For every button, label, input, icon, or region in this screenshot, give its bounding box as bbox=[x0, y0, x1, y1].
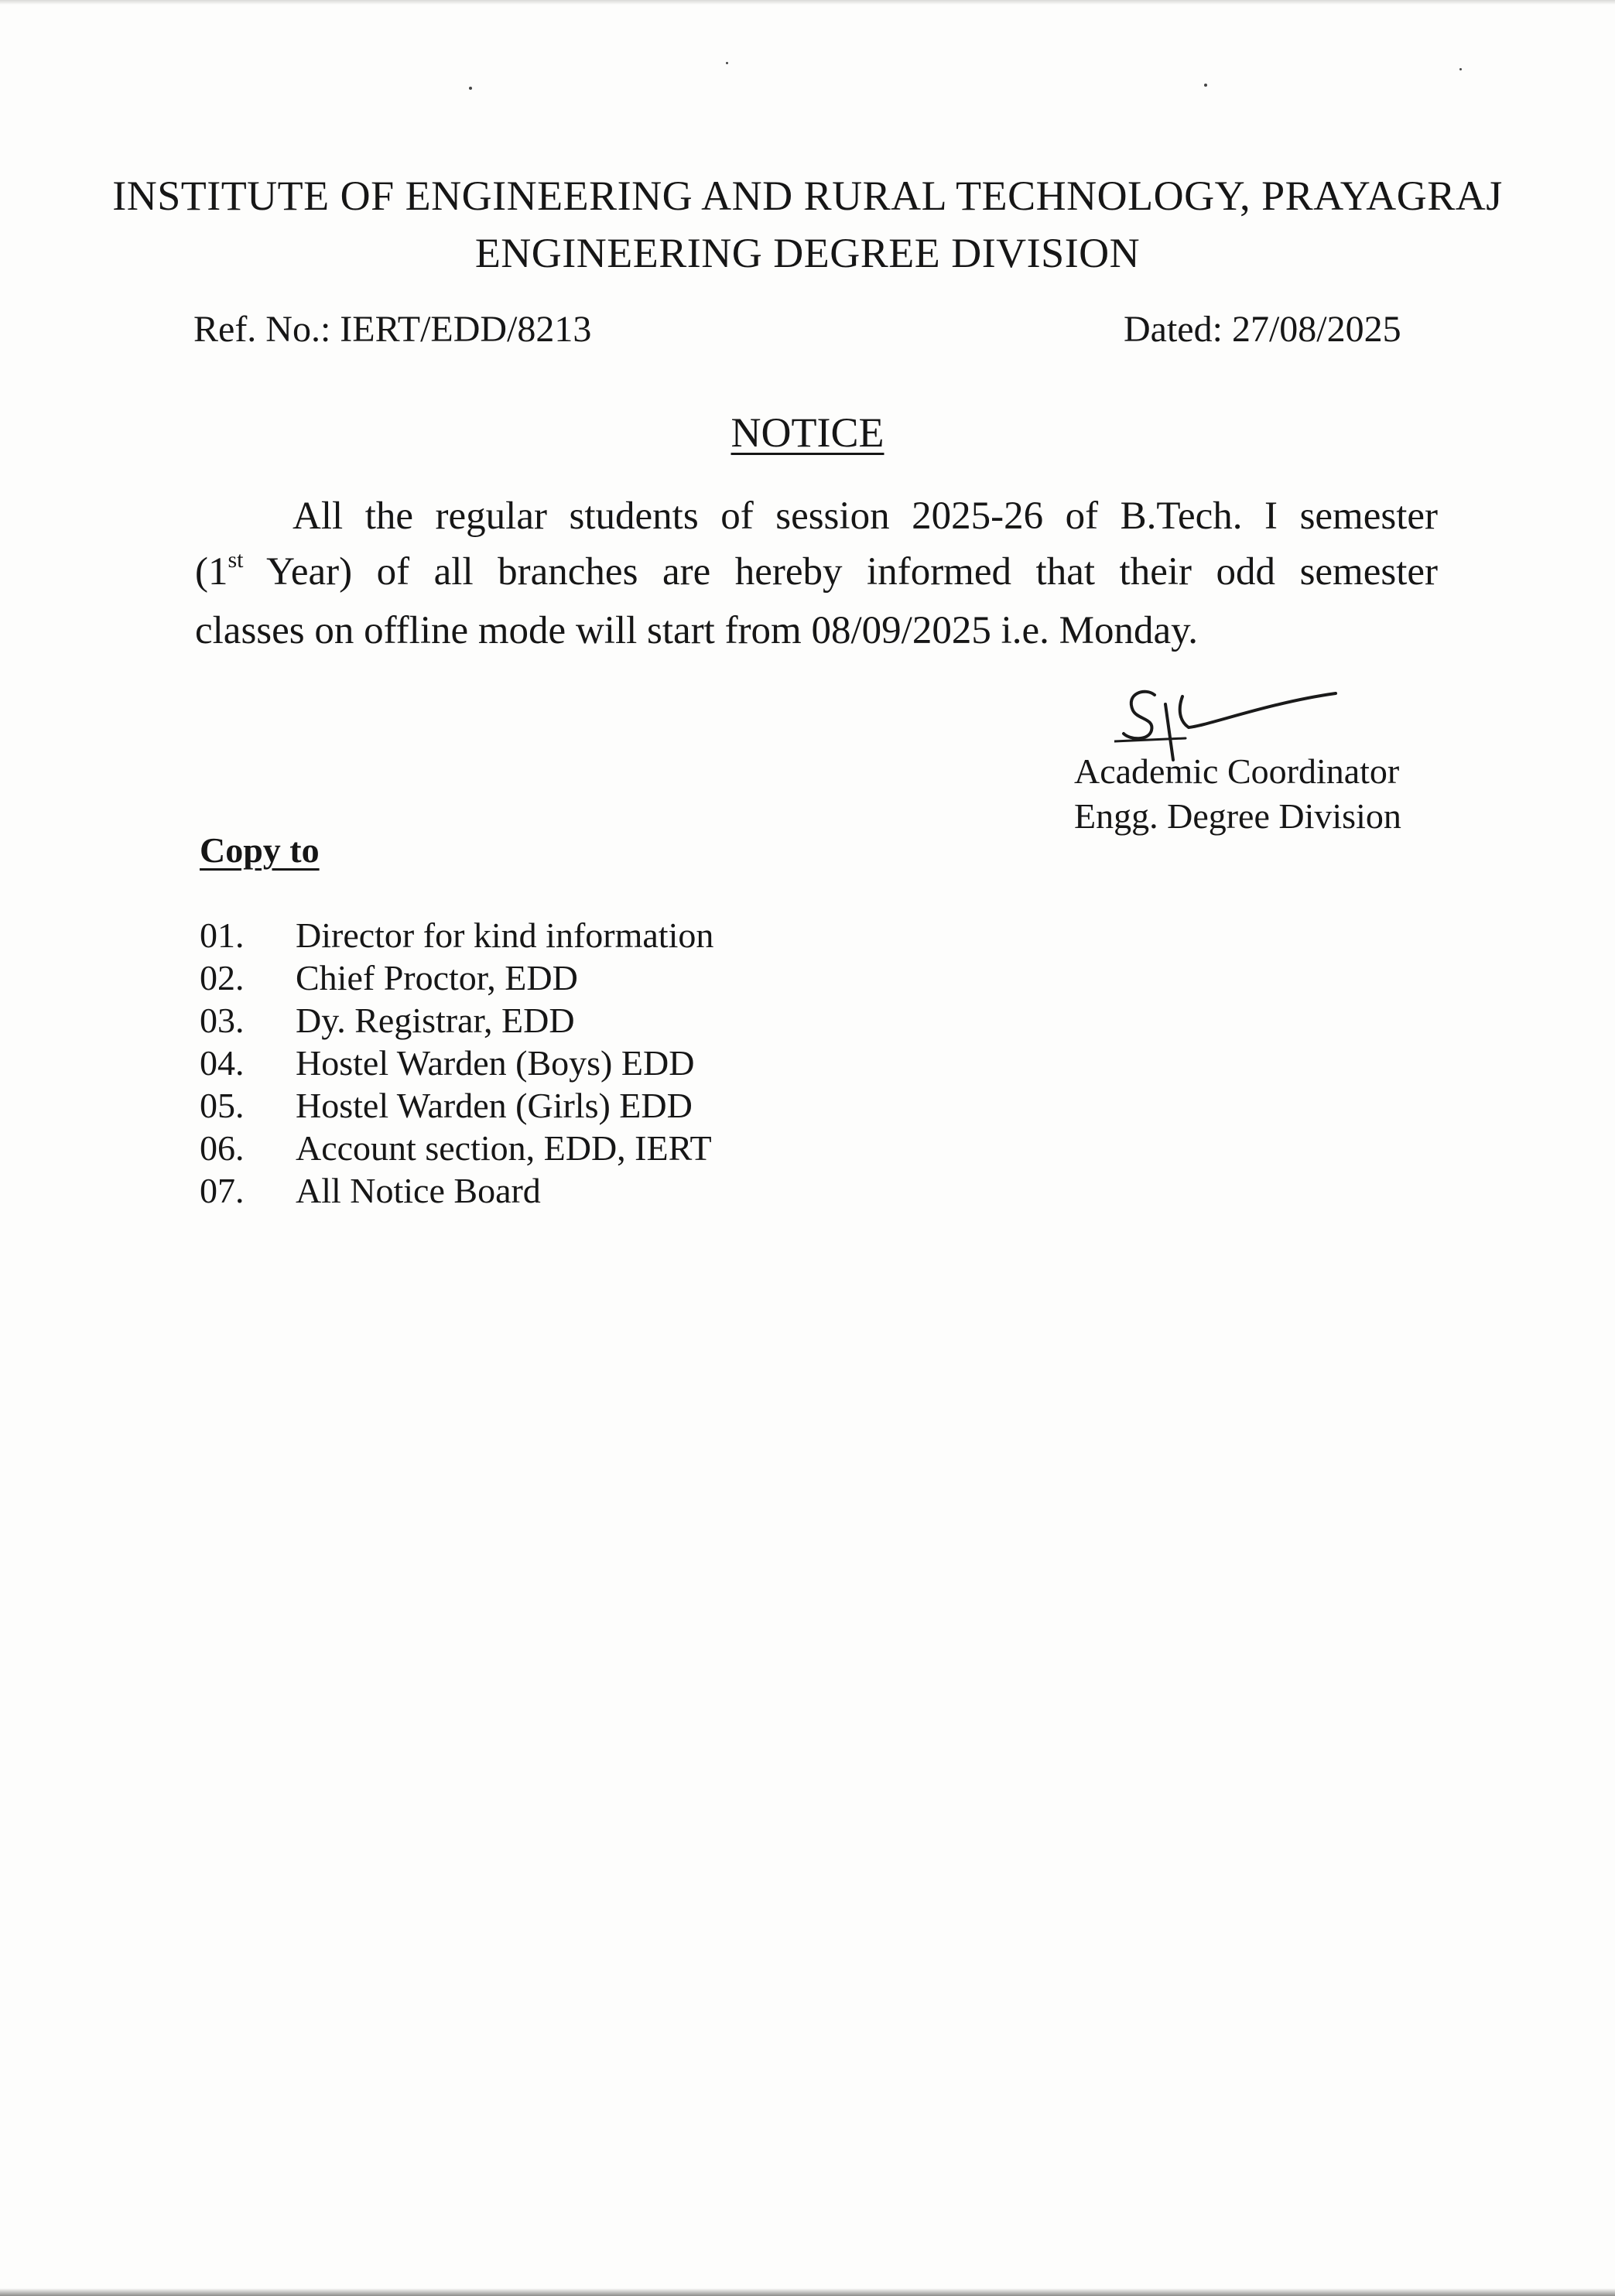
ordinal-superscript: st bbox=[228, 547, 244, 573]
notice-body-line-2-start: (1 bbox=[195, 550, 228, 594]
copy-to-item bbox=[200, 1127, 712, 1169]
scan-speck bbox=[469, 87, 472, 90]
copy-to-item-text: Dy. Registrar, EDD bbox=[296, 1001, 575, 1040]
copy-to-item-number: 04. bbox=[200, 1043, 245, 1083]
reference-number: Ref. No.: IERT/EDD/8213 bbox=[193, 309, 592, 350]
copy-to-item-number: 02. bbox=[200, 958, 245, 997]
copy-to-item bbox=[200, 1085, 693, 1126]
copy-to-item-number: 07. bbox=[200, 1171, 245, 1210]
copy-to-heading: Copy to bbox=[200, 830, 320, 870]
copy-to-item bbox=[200, 915, 713, 956]
copy-to-item-text: Chief Proctor, EDD bbox=[296, 958, 578, 997]
notice-body-line-2-rest: Year) of all branches are hereby informed that their odd semester bbox=[243, 550, 1438, 594]
institute-name: INSTITUTE OF ENGINEERING AND RURAL TECHNOLOGY, PRAYAGRAJ bbox=[112, 173, 1503, 219]
notice-body-line-3: classes on offline mode will start from 08/09/2025 i.e. Monday. bbox=[195, 609, 1199, 652]
copy-to-item-text: Account section, EDD, IERT bbox=[296, 1128, 712, 1168]
scan-speck bbox=[1459, 68, 1462, 70]
copy-to-item bbox=[200, 1170, 541, 1211]
scan-speck bbox=[1204, 84, 1207, 87]
notice-date: Dated: 27/08/2025 bbox=[1124, 309, 1401, 350]
scan-edge-top bbox=[0, 0, 1615, 5]
copy-to-item-number: 03. bbox=[200, 1001, 245, 1040]
notice-title bbox=[0, 409, 1615, 457]
copy-to-item bbox=[200, 957, 578, 998]
copy-to-item-number: 05. bbox=[200, 1086, 245, 1125]
copy-to-item-number: 01. bbox=[200, 915, 245, 955]
notice-title-text: NOTICE bbox=[731, 409, 884, 456]
copy-to-item bbox=[200, 1000, 575, 1041]
signatory-designation: Academic Coordinator bbox=[1074, 751, 1400, 791]
copy-to-item-text: Hostel Warden (Boys) EDD bbox=[296, 1043, 695, 1083]
copy-to-item-number: 06. bbox=[200, 1128, 245, 1168]
notice-body-line-1: All the regular students of session 2025-26 of B.Tech. I semester bbox=[293, 494, 1438, 538]
division-name: ENGINEERING DEGREE DIVISION bbox=[474, 230, 1141, 276]
scan-speck bbox=[726, 62, 728, 64]
copy-to-item bbox=[200, 1042, 694, 1083]
copy-to-item-text: Director for kind information bbox=[296, 915, 714, 955]
signatory-department: Engg. Degree Division bbox=[1074, 796, 1401, 836]
copy-to-item-text: Hostel Warden (Girls) EDD bbox=[296, 1086, 693, 1125]
scan-edge-bottom bbox=[0, 2288, 1615, 2296]
notice-body-line-2 bbox=[195, 549, 1438, 594]
copy-to-item-text: All Notice Board bbox=[296, 1171, 541, 1210]
